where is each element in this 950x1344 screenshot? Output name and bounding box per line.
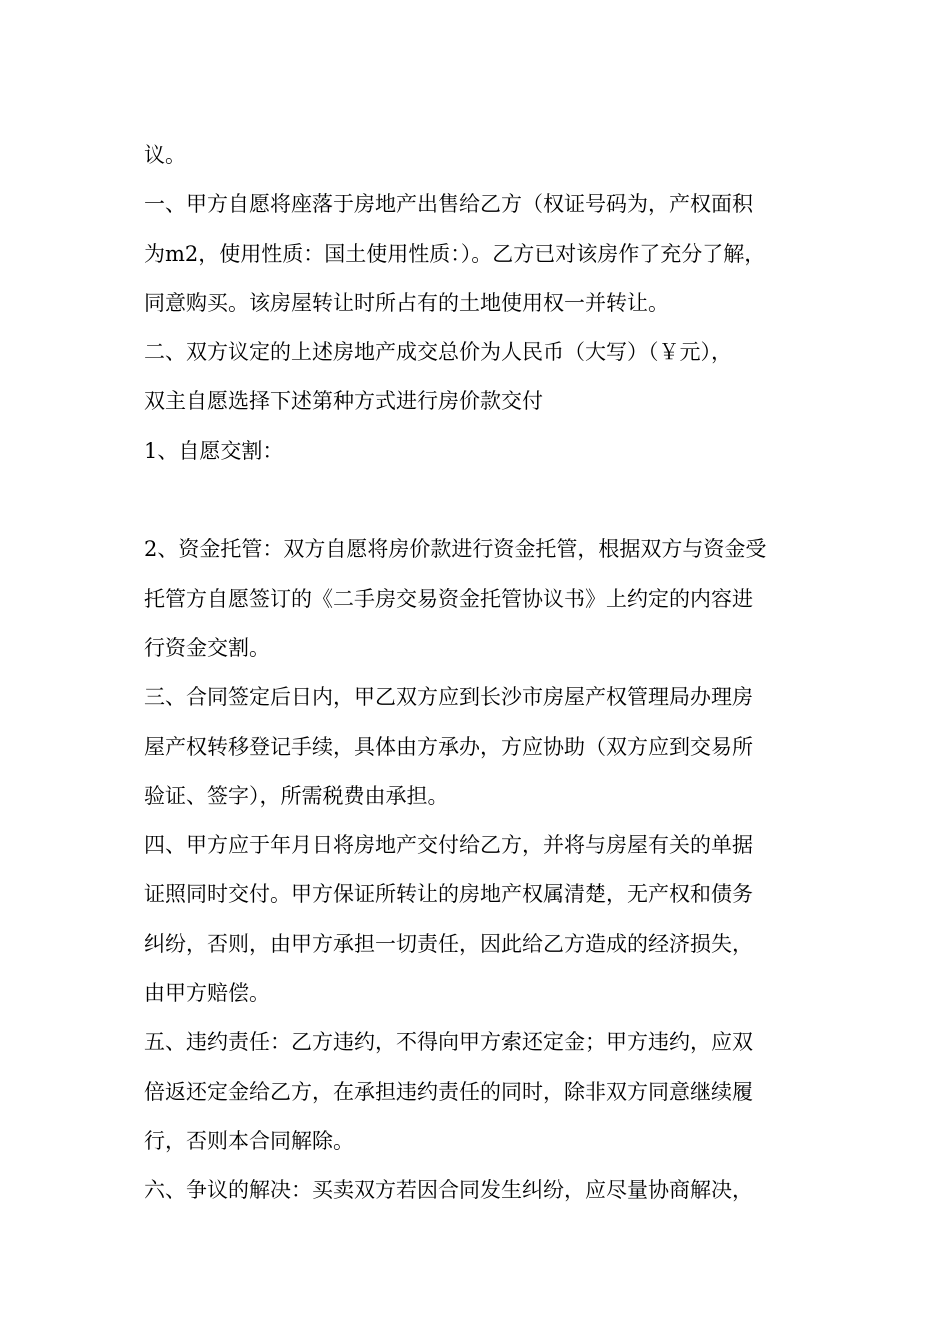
clause-5-line: 五、违约责任：乙方违约，不得向甲方索还定金；甲方违约，应双	[144, 1030, 753, 1055]
clause-5-line: 倍返还定金给乙方，在承担违约责任的同时，除非双方同意继续履	[144, 1079, 753, 1104]
clause-4-line: 由甲方赔偿。	[144, 981, 270, 1006]
clause-3-line: 屋产权转移登记手续，具体由方承办，方应协助（双方应到交易所	[144, 734, 753, 759]
clause-2-option-1: 1、自愿交割：	[144, 438, 284, 463]
clause-1-line: 为m2，使用性质：国土使用性质：）。乙方已对该房作了充分了解，	[144, 241, 766, 266]
text-line: 议。	[144, 143, 186, 167]
clause-3-line: 验证、签字），所需税费由承担。	[144, 783, 449, 808]
clause-4-line: 四、甲方应于年月日将房地产交付给乙方，并将与房屋有关的单据	[144, 833, 753, 858]
clause-2-option-2: 行资金交割。	[144, 635, 270, 660]
clause-4-line: 纠纷，否则，由甲方承担一切责任，因此给乙方造成的经济损失，	[144, 931, 753, 956]
clause-1-line: 一、甲方自愿将座落于房地产出售给乙方（权证号码为，产权面积	[144, 192, 753, 217]
blank-line	[144, 476, 824, 525]
clause-6-line: 六、争议的解决：买卖双方若因合同发生纠纷，应尽量协商解决，	[144, 1178, 753, 1203]
clause-2-option-2: 2、资金托管：双方自愿将房价款进行资金托管，根据双方与资金受	[144, 537, 767, 562]
clause-1-line: 同意购买。该房屋转让时所占有的土地使用权一并转让。	[144, 290, 669, 315]
clause-2-line: 二、双方议定的上述房地产成交总价为人民币（大写）（￥元），	[144, 340, 732, 365]
clause-4-line: 证照同时交付。甲方保证所转让的房地产权属清楚，无产权和债务	[144, 882, 753, 907]
clause-2-option-2: 托管方自愿签订的《二手房交易资金托管协议书》上约定的内容进	[144, 586, 753, 611]
clause-5-line: 行，否则本合同解除。	[144, 1128, 354, 1153]
clause-3-line: 三、合同签定后日内，甲乙双方应到长沙市房屋产权管理局办理房	[144, 685, 753, 710]
clause-2-line: 双主自愿选择下述第种方式进行房价款交付	[144, 389, 543, 414]
document-body	[144, 131, 824, 1216]
